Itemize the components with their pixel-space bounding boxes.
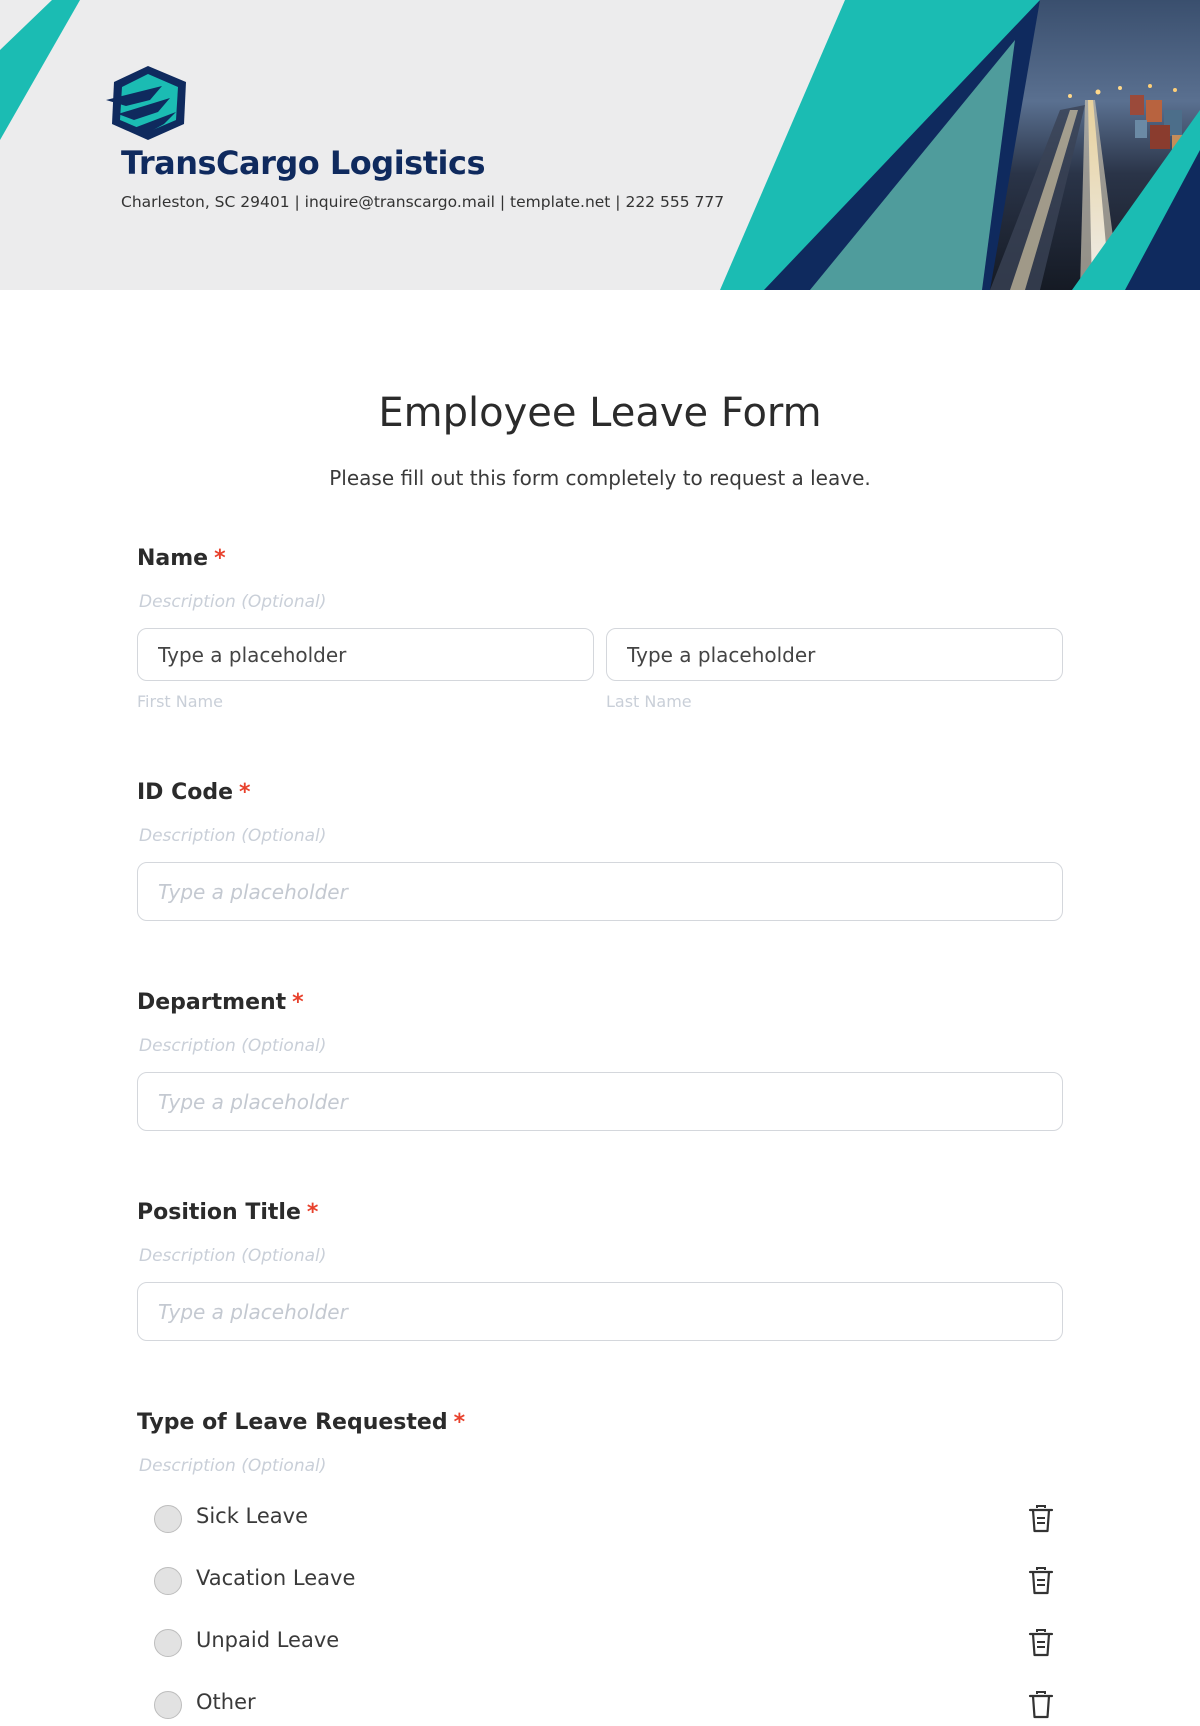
leave-option-row	[154, 1624, 1054, 1664]
first-name-input[interactable]	[137, 628, 594, 681]
id-code-input[interactable]	[137, 862, 1063, 921]
company-name: TransCargo Logistics	[121, 144, 485, 182]
leave-option-radio[interactable]	[154, 1629, 182, 1657]
question-leave-type-text: Type of Leave Requested	[137, 1410, 448, 1435]
required-asterisk: *	[306, 1200, 319, 1225]
leave-option-row	[154, 1562, 1054, 1602]
question-name-description: Description (Optional)	[139, 592, 327, 612]
company-contact-line: Charleston, SC 29401 | inquire@transcargo.mail | template.net | 222 555 777	[121, 193, 725, 211]
leave-option-row	[154, 1686, 1054, 1726]
leave-option-row	[154, 1500, 1054, 1540]
required-asterisk: *	[239, 780, 251, 805]
question-department-text: Department	[137, 990, 287, 1015]
first-name-sublabel: First Name	[137, 692, 223, 711]
department-input[interactable]	[137, 1072, 1063, 1131]
last-name-sublabel: Last Name	[606, 692, 692, 711]
question-id-code-text: ID Code	[137, 780, 234, 805]
question-leave-type-label	[137, 1410, 465, 1435]
required-asterisk: *	[453, 1410, 466, 1435]
leave-option-label: Vacation Leave	[196, 1566, 356, 1590]
question-department-description: Description (Optional)	[139, 1036, 327, 1056]
last-name-input[interactable]	[606, 628, 1063, 681]
required-asterisk: *	[214, 546, 226, 571]
question-position-title-text: Position Title	[137, 1200, 301, 1225]
trash-icon[interactable]	[1028, 1628, 1054, 1658]
question-id-code-label	[137, 780, 251, 805]
form-title: Employee Leave Form	[378, 390, 822, 436]
left-teal-stripe	[0, 0, 80, 140]
position-title-input[interactable]	[137, 1282, 1063, 1341]
question-name-label	[137, 546, 226, 571]
trash-icon[interactable]	[1028, 1566, 1054, 1596]
leave-option-label: Other	[196, 1690, 256, 1714]
form-subtitle: Please fill out this form completely to request a leave.	[329, 466, 871, 490]
question-position-title-description: Description (Optional)	[139, 1246, 327, 1266]
question-id-code-description: Description (Optional)	[139, 826, 327, 846]
question-position-title-label	[137, 1200, 318, 1225]
question-department-label	[137, 990, 304, 1015]
letterhead-header	[0, 0, 1200, 290]
leave-option-radio[interactable]	[154, 1505, 182, 1533]
trash-icon[interactable]	[1028, 1690, 1054, 1720]
leave-option-label: Sick Leave	[196, 1504, 309, 1528]
required-asterisk: *	[292, 990, 304, 1015]
leave-option-radio[interactable]	[154, 1691, 182, 1719]
leave-option-label: Unpaid Leave	[196, 1628, 340, 1652]
question-name-text: Name	[137, 546, 209, 571]
trash-icon[interactable]	[1028, 1504, 1054, 1534]
hexagon-arrows-logo	[104, 62, 192, 144]
leave-option-radio[interactable]	[154, 1567, 182, 1595]
question-leave-type-description: Description (Optional)	[139, 1456, 327, 1476]
